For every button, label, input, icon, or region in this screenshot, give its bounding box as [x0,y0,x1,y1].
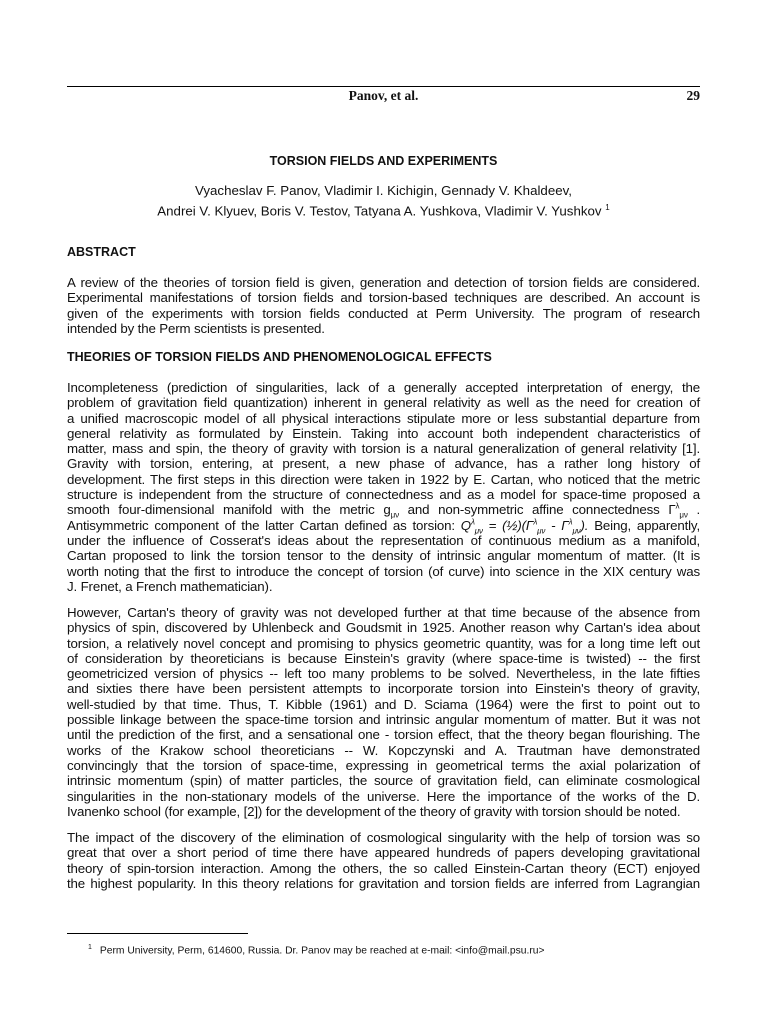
footnote-rule [67,933,248,934]
page-number: 29 [686,88,700,103]
abstract-paragraph [67,275,700,336]
text-line: and sixties there have been persistent attempts to incorporate torsion into Einstein's theory of gravity, [67,681,700,697]
text-line: theory of spin-torsion interaction. Among the others, the so called Einstein-Cartan theory (ECT) enjoyed [67,860,700,876]
footnote-text: Perm University, Perm, 614600, Russia. Dr. Panov may be reached at e-mail: <info@mail.psu.ru> [99,945,545,957]
text-line: A review of the theories of torsion field is given, generation and detection of torsion fields are considered. [67,275,700,290]
authors-line-2: Andrei V. Klyuev, Boris V. Testov, Tatyana A. Yushkova, Vladimir V. Yushkov $^1$ [157,203,610,219]
paper-title: TORSION FIELDS AND EXPERIMENTS [269,154,498,168]
text-line: intrinsic momentum (spin) of matter particles, the source of gravitation field, can eliminate cosmological [67,773,700,789]
footnote [88,944,545,956]
text-line: physics of spin, discovered by Uhlenbeck and Goudsmit in 1925. Another reason why Cartan's idea about [67,620,700,636]
text-line: torsion, a relatively novel concept and promising to physics geometric quantity, was for a long time left out [67,635,700,651]
text-line: development. The first steps in this direction were taken in 1922 by E. Cartan, who noticed that the metric [67,471,700,487]
text-line: convincingly that the torsion of space-time, expressing in geometrical terms the axial polarization of [67,757,700,773]
text-line: Ivanenko school (for example, [2]) for the development of the theory of gravity with torsion should be noted. [67,803,681,819]
text-line: smooth four-dimensional manifold with the metric $g_{\mu\nu}$ and non-symmetric affine connectedness $\Gamma^\lambda_{\mu\nu}$ . [67,501,700,521]
text-line: worth noting that the first to introduce the concept of torsion (of curve) into science in the XIX century was [67,563,700,579]
text-line: until the prediction of the first, and a sensational one - torsion effect, that the theory began flourishing. The [67,727,700,743]
text-line: geometricized version of physics -- left too many problems to be solved. Nevertheless, in the late fifties [67,666,700,682]
text-line: singularities in the non-stationary models of the universe. Here the importance of the works of the D. [67,788,700,804]
footnote-mark: 1 [88,944,92,951]
text-line: Incompleteness (prediction of singularities, lack of a generally accepted interpretation of energy, the [67,380,700,395]
footnote-marker: 1 [605,203,610,212]
abstract-heading: ABSTRACT [67,245,136,259]
text-line: under the influence of Cosserat's ideas about the representation of continuous medium as a manifold, [67,532,700,548]
text-line: works of the Krakow school theoreticians -- W. Kopczynski and A. Trautman have demonstrated [67,742,700,758]
text-line: Experimental manifestations of torsion fields and torsion-based techniques are described. An account is [67,290,700,306]
text-line: problem of gravitation field quantization) inherent in general relativity as well as the need for creation of [67,395,700,411]
section-heading: THEORIES OF TORSION FIELDS AND PHENOMENOLOGICAL EFFECTS [67,350,492,364]
text-line: intended by the Perm scientists is presented. [67,320,325,336]
text-line: The impact of the discovery of the elimination of cosmological singularity with the help of torsion was so [67,830,700,845]
paragraph-2 [67,605,700,819]
torsion-formula: $Q^\lambda_{\mu\nu}$ = $(\frac{1}{2})(\Gamma^\lambda_{\mu\nu} - \Gamma^\lambda_{\mu\nu})$. [460,517,589,536]
author-list [67,182,700,219]
authors-line-1: Vyacheslav F. Panov, Vladimir I. Kichigin, Gennady V. Khaldeev, [195,183,572,198]
text-line: of consideration by theoreticians is because Einstein's gravity (where space-time is twisted) -- the first [67,650,700,666]
text-line: structure is independent from the structure of connectedness and as a model for space-time proposed a [67,487,700,503]
text-line: J. Frenet, a French mathematician). [67,578,273,594]
text-line: matter, mass and spin, the theory of gravity with torsion is a natural generalization of general relativity [1]. [67,441,700,457]
text-line: However, Cartan's theory of gravity was not developed further at that time because of the absence from [67,605,700,620]
text-line: well-studied by that time. Thus, T. Kibble (1961) and D. Sciama (1964) were the first to point out to [67,696,700,712]
text-line: Cartan proposed to link the torsion tensor to the density of intrinsic angular momentum of matter. (It is [67,548,700,564]
paragraph-1 [67,380,700,594]
text-line: Gravity with torsion, entering, at present, a new phase of advance, has a rather long history of [67,456,700,472]
text-line: a unified macroscopic model of all physical interactions stipulate more or less substantial departure from [67,410,700,426]
running-header [67,86,700,107]
text-line: the highest popularity. In this theory relations for gravitation and torsion fields are inferred from Lagrangian [67,875,700,891]
paragraph-3 [67,830,700,891]
header-authors: Panov, et al. [348,88,419,103]
text-line: Antisymmetric component of the latter Cartan defined as torsion: $Q^\lambda_{\mu\nu}$ = $(\frac{1}{2})(\Gamma^\lambda_{\mu\nu} - \Gamma^\lambda_{\mu\nu})$. Being, apparently, [67,517,700,536]
text-line: given of the experiments with torsion fields conducted at Perm University. The program of research [67,305,700,321]
text-line: general relativity as formulated by Einstein. Taking into account both independent characteristics of [67,425,700,441]
text-line: great that over a short period of time there have appeared hundreds of papers developing gravitational [67,845,700,861]
text-line: possible linkage between the space-time torsion and intrinsic angular momentum of matter. But it was not [67,712,700,728]
